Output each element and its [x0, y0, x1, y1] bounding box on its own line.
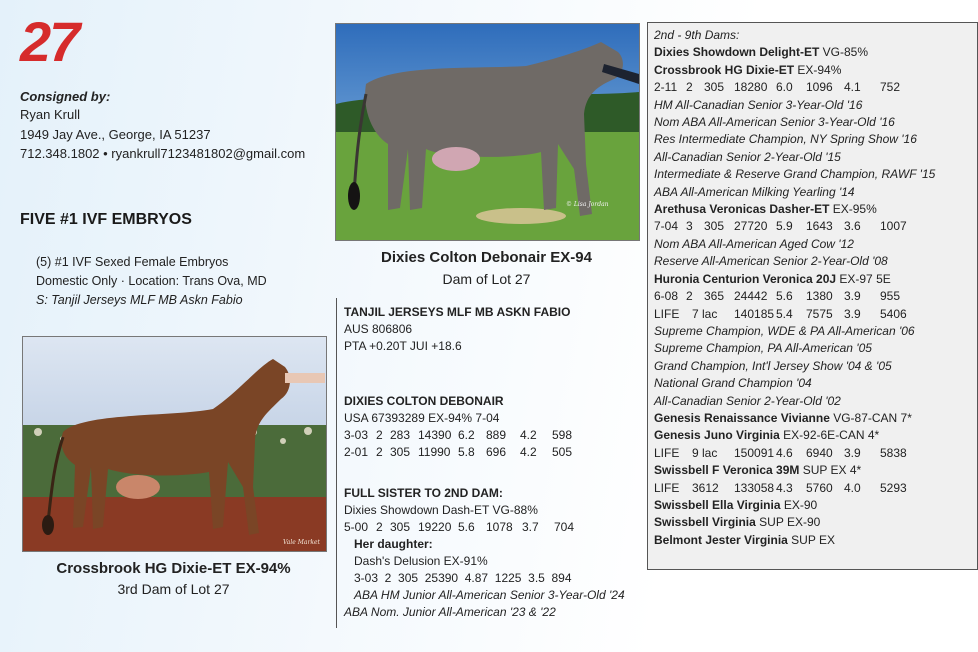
dam-3-award: All-Canadian Senior 2-Year-Old '15	[654, 149, 841, 164]
pedigree-bracket	[336, 298, 337, 628]
dam-9: Swissbell Ella Virginia EX-90	[654, 497, 818, 512]
dam-5-record-2: LIFE 7 lac 140185 5.4 7575 3.9 5406	[654, 306, 907, 321]
dam-6: Genesis Renaissance Vivianne VG-87-CAN 7*	[654, 410, 912, 425]
dam-4: Arethusa Veronicas Dasher-ET EX-95%	[654, 202, 877, 217]
daughter-name: Dash's Delusion EX-91%	[354, 554, 488, 568]
consigned-by-label: Consigned by:	[20, 89, 111, 104]
dam-8-record: LIFE 3612 133058 4.3 5760 4.0 5293	[654, 480, 907, 495]
dam-record-1: 3-03 2 283 14390 6.2 889 4.2 598	[344, 428, 573, 442]
full-sister-block	[344, 485, 644, 621]
offering-heading: FIVE #1 IVF EMBRYOS	[20, 211, 192, 228]
dam-3-award: ABA All-American Milking Yearling '14	[654, 184, 855, 199]
daughter-record: 3-03 2 305 25390 4.87 1225 3.5 894	[354, 571, 572, 585]
dam-5-award: Supreme Champion, PA All-American '05	[654, 341, 872, 356]
caption-top-sub: Dam of Lot 27	[442, 271, 531, 287]
pedigree-block	[344, 304, 644, 355]
dam-block	[344, 393, 644, 461]
dam-7: Genesis Juno Virginia EX-92-6E-CAN 4*	[654, 428, 880, 443]
photo-dixies-colton-debonair	[335, 23, 640, 241]
dam-4-award: Nom ABA All-American Aged Cow '12	[654, 236, 854, 251]
daughter-label: Her daughter:	[354, 537, 433, 551]
lot-number: 27	[20, 10, 79, 73]
dam-record-2: 2-01 2 305 11990 5.8 696 4.2 505	[344, 445, 573, 459]
dam-11: Belmont Jester Virginia SUP EX	[654, 532, 835, 547]
daughter-note-2: ABA Nom. Junior All-American '23 & '22	[344, 605, 556, 619]
dam-3-award: Nom ABA All-American Senior 3-Year-Old '16	[654, 115, 895, 130]
dam-3-award: Intermediate & Reserve Grand Champion, RAWF '15	[654, 167, 936, 182]
sire-pta: PTA +0.20T JUI +18.6	[344, 339, 462, 353]
dams-box	[647, 22, 978, 570]
full-sister-heading: FULL SISTER TO 2ND DAM:	[344, 486, 503, 500]
offering-line-1: (5) #1 IVF Sexed Female Embryos	[36, 255, 229, 269]
dam-5-award: All-Canadian Senior 2-Year-Old '02	[654, 393, 841, 408]
dam-3-award: Res Intermediate Champion, NY Spring Show '16	[654, 132, 917, 147]
dam-5-award: Grand Champion, Int'l Jersey Show '04 & '05	[654, 358, 892, 373]
dam-8: Swissbell F Veronica 39M SUP EX 4*	[654, 463, 862, 478]
caption-bottom-sub: 3rd Dam of Lot 27	[117, 581, 230, 597]
dam-5-award: Supreme Champion, WDE & PA All-American '06	[654, 323, 915, 338]
full-sister-record: 5-00 2 305 19220 5.6 1078 3.7 704	[344, 520, 575, 534]
photo-crossbrook-hg-dixie	[22, 336, 327, 552]
dam-3: Crossbrook HG Dixie-ET EX-94%	[654, 62, 842, 77]
caption-top-name: Dixies Colton Debonair EX-94	[381, 249, 592, 266]
dam-reg: USA 67393289 EX-94% 7-04	[344, 411, 500, 425]
full-sister-name: Dixies Showdown Dash-ET VG-88%	[344, 503, 538, 517]
dam-4-award: Reserve All-American Senior 2-Year-Old '08	[654, 254, 888, 269]
dam-4-record: 7-04 3 305 27720 5.9 1643 3.6 1007	[654, 219, 907, 234]
photo-credit-bottom: Vale Market	[283, 539, 320, 546]
offering-sire-line: S: Tanjil Jerseys MLF MB Askn Fabio	[36, 293, 243, 307]
daughter-note-1: ABA HM Junior All-American Senior 3-Year-Old '24	[354, 588, 625, 602]
sire-name: TANJIL JERSEYS MLF MB ASKN FABIO	[344, 305, 571, 319]
dam-name: DIXIES COLTON DEBONAIR	[344, 394, 504, 408]
dam-5-record-1: 6-08 2 365 24442 5.6 1380 3.9 955	[654, 289, 901, 304]
consignor-address: 1949 Jay Ave., George, IA 51237	[20, 127, 211, 142]
dam-10: Swissbell Virginia SUP EX-90	[654, 515, 821, 530]
dams-title: 2nd - 9th Dams:	[654, 28, 740, 42]
dam-2: Dixies Showdown Delight-ET VG-85%	[654, 45, 869, 60]
caption-bottom-name: Crossbrook HG Dixie-ET EX-94%	[56, 560, 291, 577]
dam-7-record: LIFE 9 lac 150091 4.6 6940 3.9 5838	[654, 445, 907, 460]
dam-3-record: 2-11 2 305 18280 6.0 1096 4.1 752	[654, 80, 901, 95]
dam-5-award: National Grand Champion '04	[654, 376, 812, 391]
photo-credit-top: © Lisa Jordan	[566, 201, 609, 208]
sire-reg: AUS 806806	[344, 322, 413, 336]
consignor-contact: 712.348.1802 • ryankrull7123481802@gmail.com	[20, 146, 306, 161]
offering-line-2: Domestic Only · Location: Trans Ova, MD	[36, 274, 267, 288]
consignor-name: Ryan Krull	[20, 107, 80, 122]
dam-3-award: HM All-Canadian Senior 3-Year-Old '16	[654, 97, 863, 112]
dam-5: Huronia Centurion Veronica 20J EX-97 5E	[654, 271, 891, 286]
